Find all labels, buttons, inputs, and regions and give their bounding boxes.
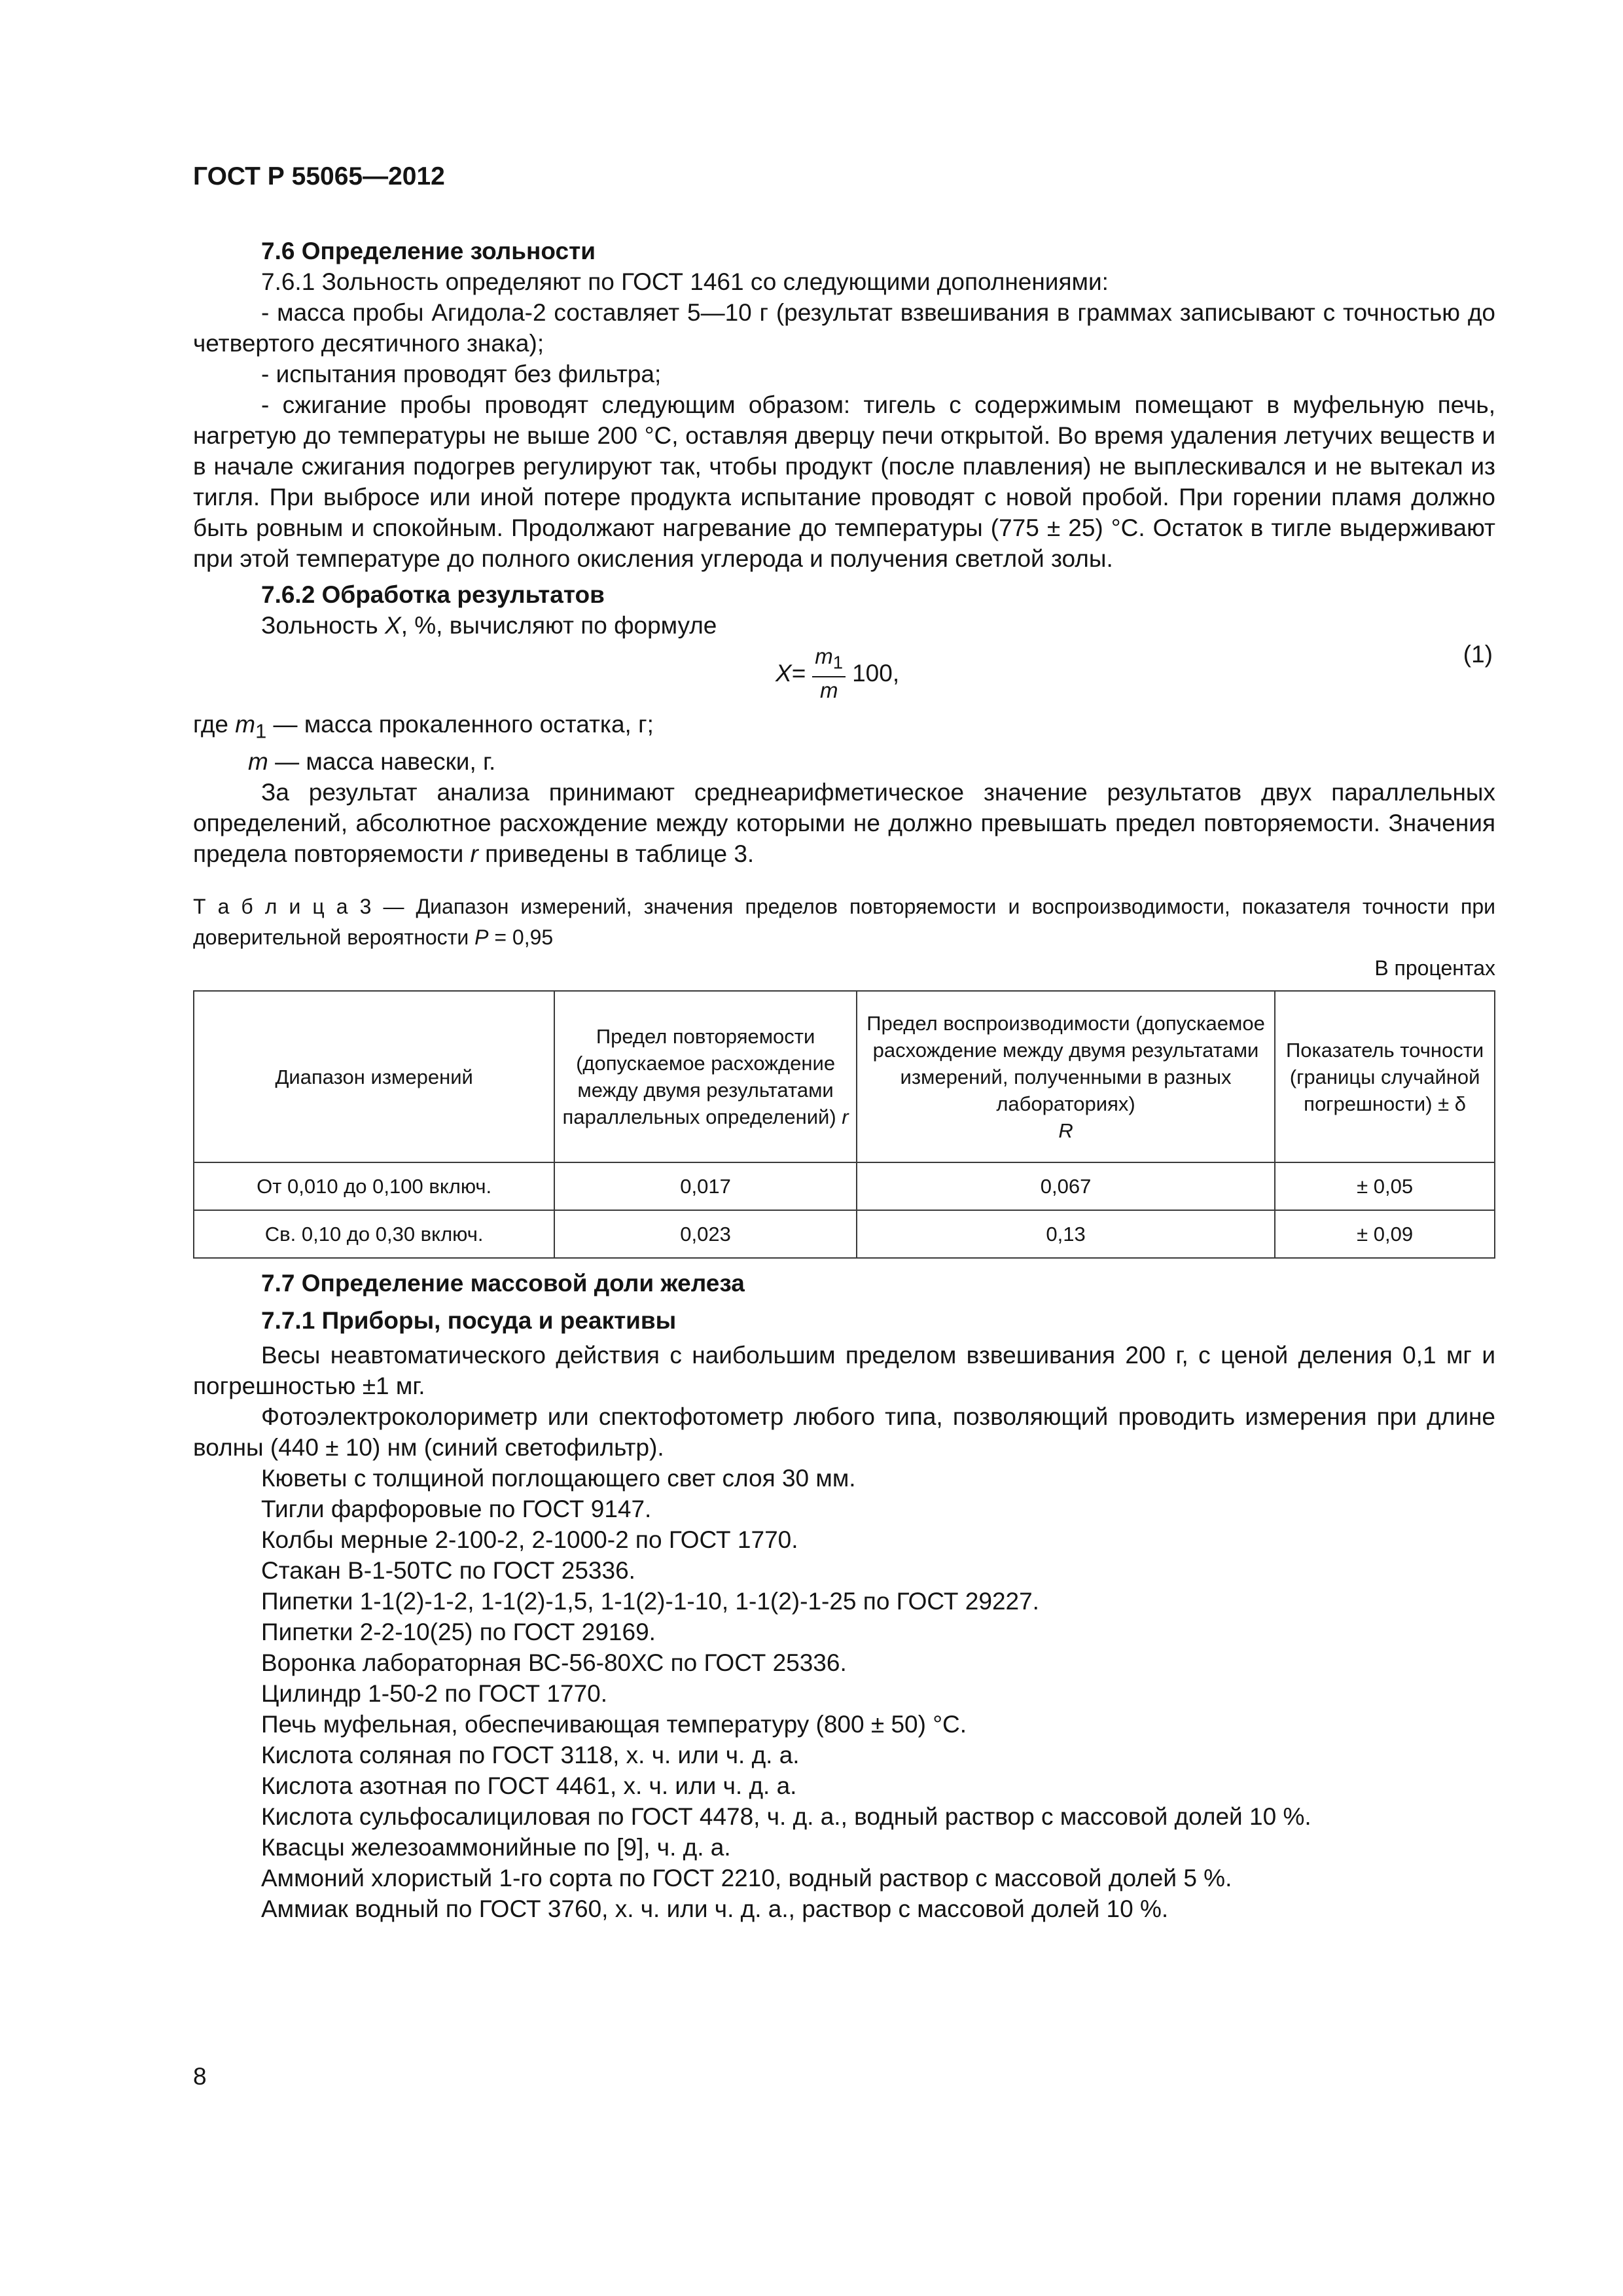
bullet-combustion: - сжигание пробы проводят следующим образом: тигель с содержимым помещают в муфельную печь, нагретую до температуры не выше 200 °С, оставляя дверцу печи открытой. Во время удаления летучих веществ и в начале сжигания подогрев регулируют так, чтобы продукт (после плавления) не выплескивался и не вытекал из тигля. При выбросе или иной потере продукта испытание проводят с новой пробой. При горении пламя должно быть ровным и спокойным. Продолжают нагревание до температуры (775 ± 25) °С. Остаток в тигле выдерживают при этой температуре до полного окисления углерода и получения светлой золы. [193,391,1495,572]
table-header-reproducibility: Предел воспроизводимости (допускаемое расхождение между двумя результатами измерений, полученными в разных лабораториях) R [857,991,1275,1162]
list-item: Цилиндр 1-50-2 по ГОСТ 1770. [261,1680,608,1708]
list-item: Колбы мерные 2-100-2, 2-1000-2 по ГОСТ 1770. [261,1526,798,1554]
where-m1: где $m_1$ — масса прокаленного остатка, г; [193,711,654,743]
list-item: Пипетки 2-2-10(25) по ГОСТ 29169. [261,1619,656,1646]
table-cell-r: 0,017 [554,1162,857,1210]
formula-block [193,641,1495,709]
table-cell-range: От 0,010 до 0,100 включ. [194,1162,554,1210]
formula-1: X = $\frac{m_1}{m}$ 100, [776,644,900,702]
paragraph-7-6-1: 7.6.1 Зольность определяют по ГОСТ 1461 со следующими дополнениями: [261,268,1109,295]
table-cell-R: 0,067 [857,1162,1275,1210]
page-number: 8 [193,2063,207,2090]
table-header-repeatability: Предел повторяемости (допускаемое расхождение между двумя результатами параллельных определений) r [554,991,857,1162]
table-3-unit: В процентах [1374,956,1495,980]
list-item: Аммиак водный по ГОСТ 3760, х. ч. или ч. д. а., раствор с массовой долей 10 %. [261,1895,1169,1923]
list-item: Тигли фарфоровые по ГОСТ 9147. [261,1496,652,1523]
list-item: Печь муфельная, обеспечивающая температуру (800 ± 50) °С. [261,1711,967,1738]
where-m: m — масса навески, г. [248,748,496,776]
list-item: Кислота азотная по ГОСТ 4461, х. ч. или ч. д. а. [261,1772,797,1800]
list-item: Пипетки 1-1(2)-1-2, 1-1(2)-1,5, 1-1(2)-1-10, 1-1(2)-1-25 по ГОСТ 29227. [261,1588,1039,1615]
list-item: Фотоэлектроколориметр или спектофотометр любого типа, позволяющий проводить измерения при длине волны (440 ± 10) нм (синий светофильтр). [193,1403,1495,1462]
bullet-no-filter: - испытания проводят без фильтра; [261,361,662,387]
result-paragraph: За результат анализа принимают среднеарифметическое значение результатов двух параллельных определений, абсолютное расхождение между которыми не должно превышать предел повторяемости. Значения предела повторяемости r приведены в таблице 3. [193,779,1495,868]
equipment-list [193,1340,1495,1924]
list-item: Кислота сульфосалициловая по ГОСТ 4478, ч. д. а., водный раствор с массовой долей 10 %. [261,1803,1311,1831]
list-item: Аммоний хлористый 1-го сорта по ГОСТ 2210, водный раствор с массовой долей 5 %. [261,1865,1232,1892]
table-row [194,1210,1495,1258]
formula-fraction: $\frac{m_1}{m}$ [812,643,846,704]
formula-number: (1) [1463,641,1493,668]
content-column [193,236,1495,1924]
list-item: Кюветы с толщиной поглощающего свет слоя 30 мм. [261,1465,856,1492]
table-cell-r: 0,023 [554,1210,857,1258]
table-row [194,1162,1495,1210]
table-header-row [194,991,1495,1162]
formula-intro: Зольность X, %, вычисляют по формуле [261,612,717,639]
section-7-7-title: 7.7 Определение массовой доли железа [261,1270,745,1297]
list-item: Квасцы железоаммонийные по [9], ч. д. а. [261,1834,731,1861]
table-3 [193,990,1495,1259]
table-cell-range: Св. 0,10 до 0,30 включ. [194,1210,554,1258]
table-header-range: Диапазон измерений [194,991,554,1162]
section-7-6-2-title: 7.6.2 Обработка результатов [261,581,605,608]
list-item: Воронка лабораторная ВС-56-80ХС по ГОСТ 25336. [261,1649,847,1677]
table-cell-R: 0,13 [857,1210,1275,1258]
section-7-7-1-title: 7.7.1 Приборы, посуда и реактивы [261,1307,677,1335]
table-3-caption: Т а б л и ц а 3 — Диапазон измерений, значения пределов повторяемости и воспроизводимости, показателя точности при доверительной вероятности P = 0,95 [193,895,1496,950]
bullet-sample-mass: - масса пробы Агидола-2 составляет 5—10 г (результат взвешивания в граммах записывают с точностью до четвертого десятичного знака); [193,299,1495,357]
list-item: Кислота соляная по ГОСТ 3118, х. ч. или ч. д. а. [261,1742,800,1769]
table-cell-delta: ± 0,05 [1275,1162,1495,1210]
table-cell-delta: ± 0,09 [1275,1210,1495,1258]
document-header: ГОСТ Р 55065—2012 [193,162,445,190]
section-7-6-title: 7.6 Определение зольности [261,238,596,264]
list-item: Весы неавтоматического действия с наибольшим пределом взвешивания 200 г, с ценой деления 0,1 мг и погрешностью ±1 мг. [193,1342,1495,1400]
list-item: Стакан В-1-50ТС по ГОСТ 25336. [261,1557,635,1585]
table-header-accuracy: Показатель точности (границы случайной погрешности) ± δ [1275,991,1495,1162]
